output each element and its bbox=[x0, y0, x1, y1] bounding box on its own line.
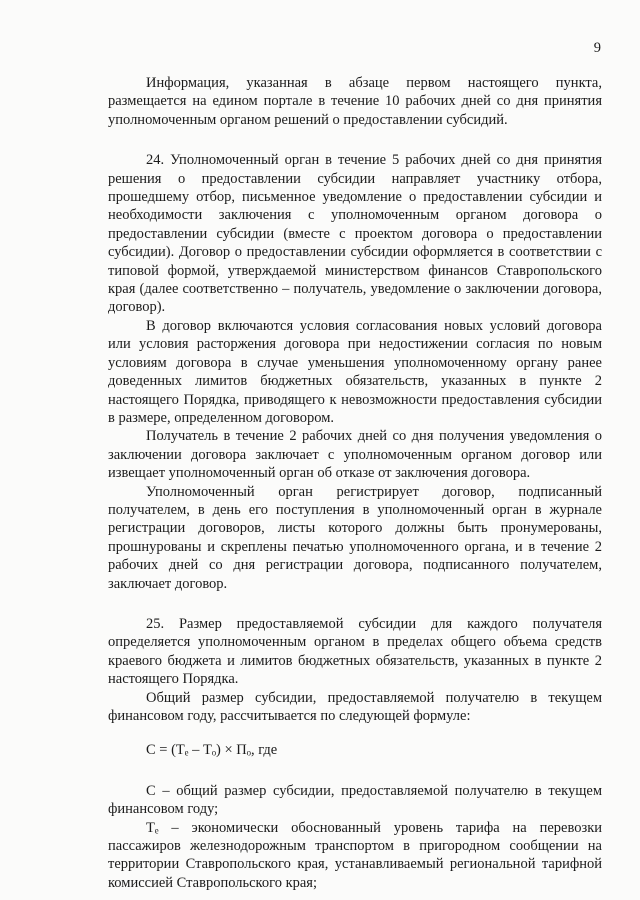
paragraph-definition-c: С – общий размер субсидии, предоставляемой получателю в текущем финансовом году; bbox=[108, 782, 602, 818]
page-number: 9 bbox=[593, 40, 601, 56]
paragraph-contract-conditions: В договор включаются условия согласования новых условий договора или условия расторжения договора при недостижении согласия по новым условиям договора в случае уменьшения уполномоченному органу ранее доведенных лимитов бюджетных обязательств, указанных в пункте 2 настоящего Порядка, приводящего к невозможности предоставления субсидии в размере, определенном договором. bbox=[108, 317, 602, 426]
formula: С = (Тₑ – Тₒ) × Пₒ, где bbox=[146, 742, 278, 759]
paragraph-contract-registration: Уполномоченный орган регистрирует договор, подписанный получателем, в день его поступления в уполномоченный орган в журнале регистрации договоров, листы которого должны быть пронумерованы, прошнурованы и скреплены печатью уполномоченного органа, и в течение 2 рабочих дней со дня регистрации договора, подписанного получателем, заключает договор. bbox=[108, 483, 602, 592]
document-body bbox=[108, 74, 602, 892]
paragraph-definition-te: Тₑ – экономически обоснованный уровень тарифа на перевозки пассажиров железнодорожным транспортом в пригородном сообщении на территории Ставропольского края, устанавливаемый региональной тарифной комиссией Ставропольского края; bbox=[108, 819, 602, 891]
paragraph-item-24: 24. Уполномоченный орган в течение 5 рабочих дней со дня принятия решения о предоставлении субсидии направляет участнику отбора, прошедшему отбор, письменное уведомление о предоставлении субсидии и необходимости заключения с уполномоченным органом договора о предоставлении субсидии (вместе с проектом договора о предоставлении субсидии). Договор о предоставлении субсидии оформляется в соответствии с типовой формой, утверждаемой министерством финансов Ставропольского края (далее соответственно – получатель, уведомление о заключении договора, договор). bbox=[108, 152, 602, 316]
paragraph-recipient-deadline: Получатель в течение 2 рабочих дней со дня получения уведомления о заключении договора заключает с уполномоченным органом договор или извещает уполномоченный орган об отказе от заключения договора. bbox=[108, 428, 602, 482]
paragraph-info-publication: Информация, указанная в абзаце первом настоящего пункта, размещается на едином портале в течение 10 рабочих дней со дня принятия уполномоченным органом решений о предоставлении субсидий. bbox=[108, 75, 602, 128]
paragraph-item-25: 25. Размер предоставляемой субсидии для каждого получателя определяется уполномоченным органом в пределах общего объема средств краевого бюджета и лимитов бюджетных обязательств, указанных в пункте 2 настоящего Порядка. bbox=[108, 615, 602, 688]
paragraph-formula-intro: Общий размер субсидии, предоставляемой получателю в текущем финансовом году, рассчитывается по следующей формуле: bbox=[108, 689, 602, 724]
